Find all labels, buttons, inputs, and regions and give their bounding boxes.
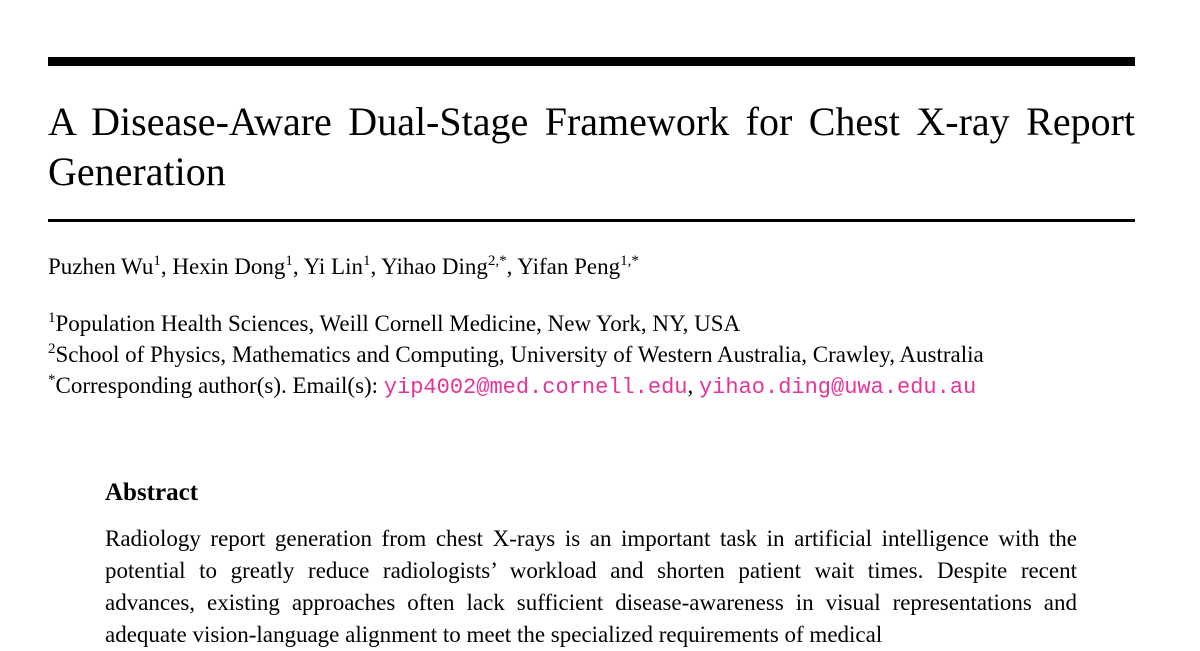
affiliation: [48, 309, 740, 339]
author-sup: 1: [285, 253, 293, 269]
title-rule: [48, 219, 1135, 222]
author-list: Puzhen Wu$^1$, Hexin Dong$^1$, Yi Lin$^1$, Yihao Ding$^{2,*}$, Yifan Peng$^{1,*}$: [48, 253, 639, 279]
author-name: Yihao Ding: [381, 254, 488, 279]
author-name: Puzhen Wu: [48, 254, 154, 279]
affiliation-mark: 2: [48, 341, 56, 357]
author-name: Yi Lin: [303, 254, 363, 279]
affiliation-mark: 1: [48, 310, 56, 326]
affiliation-text: Population Health Sciences, Weill Cornell Medicine, New York, NY, USA: [55, 311, 741, 336]
author-name: Yifan Peng: [517, 254, 621, 279]
author-sup: 1: [363, 253, 371, 269]
author-sup: 1: [153, 253, 161, 269]
corresponding-author-line: *Corresponding author(s). Email(s): yip4002@med.cornell.edu, yihao.ding@uwa.edu.au: [48, 372, 977, 400]
corresponding-mark: *: [48, 372, 56, 388]
email-link[interactable]: yihao.ding@uwa.edu.au: [698, 375, 977, 400]
author-sup: 2,*: [487, 253, 507, 269]
affiliation-text: School of Physics, Mathematics and Computing, University of Western Australia, Crawley, Australia: [55, 342, 984, 367]
author-name: Hexin Dong: [172, 254, 286, 279]
abstract-heading: Abstract: [105, 479, 199, 506]
author-sup: 1,*: [620, 253, 639, 269]
paper-title: A Disease-Aware Dual-Stage Framework for Chest X-ray Report Generation: [48, 99, 1135, 194]
email-link[interactable]: yip4002@med.cornell.edu: [383, 375, 688, 400]
abstract-text: Radiology report generation from chest X-rays is an important task in artificial intelligence with the potential to greatly reduce radiologists’ workload and shorten patient wait times. Despite recent advances, existing approaches often lack sufficient disease-awareness in visual representations and adequate vision-language alignment to meet the specialized requirements of medical: [105, 526, 1077, 647]
corresponding-text: Corresponding author(s). Email(s):: [55, 373, 384, 398]
top-rule: [48, 57, 1135, 66]
affiliation: [48, 340, 984, 370]
